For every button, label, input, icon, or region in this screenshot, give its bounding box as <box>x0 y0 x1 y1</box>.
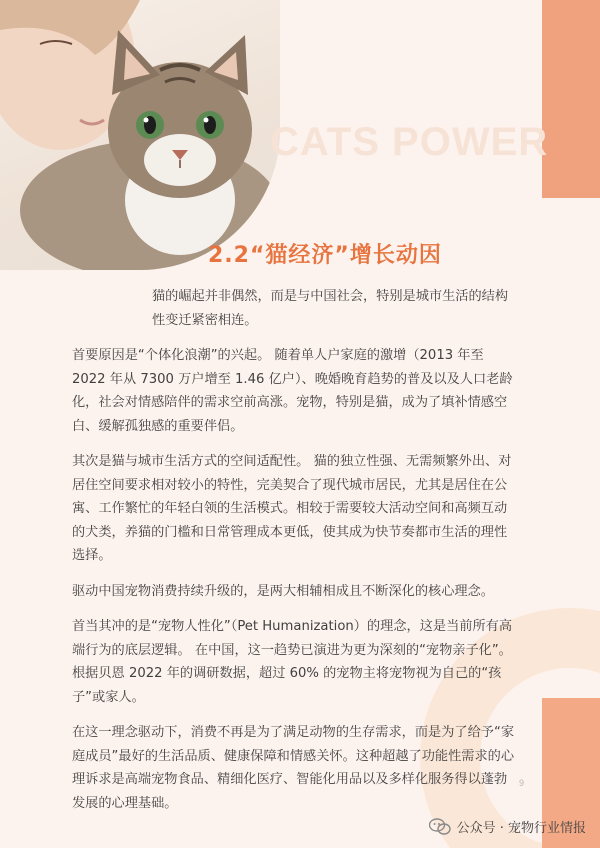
paragraph-individualization: 首要原因是“个体化浪潮”的兴起。 随着单人户家庭的激增（2013 年至 2022 年从 7300 万户增至 1.46 亿户）、晚婚晚育趋势的普及以及人口老龄化，社会对情感陪伴的需求空前高涨。宠物，特别是猫，成为了填补情感空白、缓解孤独感的重要伴侣。 <box>72 348 513 434</box>
paragraph-urban-fit: 其次是猫与城市生活方式的空间适配性。 猫的独立性强、无需频繁外出、对居住空间要求相对较小的特性，完美契合了现代城市居民，尤其是居住在公寓、工作繁忙的年轻白领的生活模式。相较于需要较大活动空间和高频互动的犬类，养猫的门槛和日常管理成本更低，使其成为快节奏都市生活的理性选择。 <box>72 454 512 563</box>
section-heading: 2.2“猫经济”增长动因 <box>208 243 442 268</box>
cover-photo <box>0 0 280 270</box>
intro-paragraph: 猫的崛起并非偶然，而是与中国社会，特别是城市生活的结构性变迁紧密相连。 <box>152 289 509 328</box>
paragraph-pet-humanization: 首当其冲的是“宠物人性化”（Pet Humanization）的理念，这是当前所有高端行为的底层逻辑。 在中国，这一趋势已演进为更为深刻的“宠物亲子化”。根据贝恩 2022 年的调研数据，超过 60% 的宠物主将宠物视为自己的“孩子”或家人。 <box>72 619 513 705</box>
cat-photo-illustration <box>0 0 280 270</box>
decorative-orange-block <box>542 0 600 198</box>
footer-brand-label: 公众号 · 宠物行业情报 <box>456 821 586 836</box>
body-text <box>72 285 518 827</box>
paragraph-consumption: 在这一理念驱动下，消费不再是为了满足动物的生存需求，而是为了给予“家庭成员”最好的生活品质、健康保障和情感关怀。这种超越了功能性需求的心理诉求是高端宠物食品、精细化医疗、智能化用品以及多样化服务得以蓬勃发展的心理基础。 <box>72 725 515 811</box>
wechat-icon <box>429 818 451 836</box>
paragraph-core-concepts: 驱动中国宠物消费持续升级的，是两大相辅相成且不断深化的核心理念。 <box>72 583 494 599</box>
footer-brand <box>429 817 586 836</box>
page-number: 9 <box>518 778 524 788</box>
watermark-text: CATS POWER <box>270 120 549 164</box>
